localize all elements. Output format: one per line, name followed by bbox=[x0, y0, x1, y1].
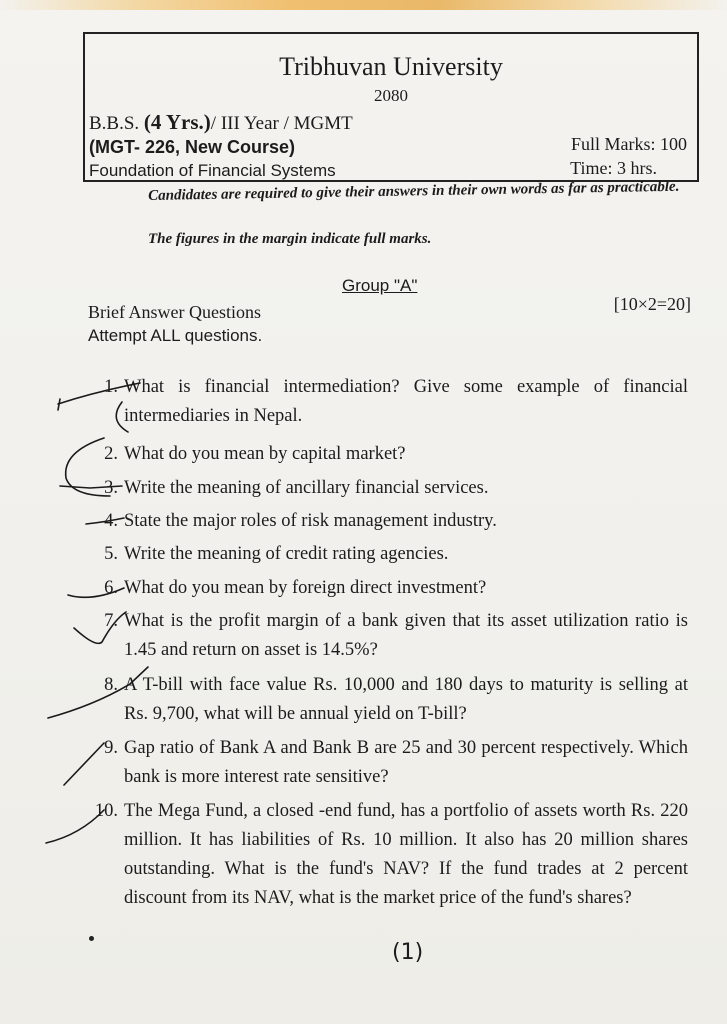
question-text: What do you mean by capital market? bbox=[124, 444, 406, 464]
section-marks: [10×2=20] bbox=[613, 294, 691, 314]
question-number: 2. bbox=[104, 444, 118, 464]
question-text: Write the meaning of ancillary financial services. bbox=[124, 478, 489, 498]
question-item bbox=[82, 474, 688, 503]
tick-mark bbox=[58, 399, 60, 410]
university-name: Tribhuvan University bbox=[279, 52, 503, 81]
exam-year: 2080 bbox=[374, 86, 408, 105]
page-number: (1) bbox=[392, 940, 424, 965]
question-text: Gap ratio of Bank A and Bank B are 25 and 30 percent respectively. Which bank is more interest rate sensitive? bbox=[124, 738, 688, 787]
subject-name: Foundation of Financial Systems bbox=[89, 161, 336, 180]
question-number: 5. bbox=[104, 544, 118, 564]
question-item bbox=[82, 797, 688, 913]
question-item bbox=[82, 607, 688, 665]
question-item bbox=[82, 373, 688, 431]
ink-dot bbox=[89, 936, 94, 941]
program-suffix: / III Year / MGMT bbox=[210, 113, 353, 134]
question-item bbox=[82, 671, 688, 729]
program-line bbox=[89, 110, 353, 135]
group-title: Group "A" bbox=[342, 276, 418, 295]
question-text: State the major roles of risk management industry. bbox=[124, 511, 497, 531]
full-marks: Full Marks: 100 bbox=[570, 134, 687, 154]
program-prefix: B.B.S. bbox=[89, 113, 144, 134]
question-number: 1. bbox=[104, 377, 118, 397]
attempt-instruction: Attempt ALL questions. bbox=[88, 326, 263, 345]
question-text: Write the meaning of credit rating agencies. bbox=[124, 544, 449, 564]
question-number: 10. bbox=[94, 801, 118, 821]
course-code: (MGT- 226, New Course) bbox=[89, 137, 296, 157]
question-number: 7. bbox=[104, 611, 118, 631]
section-title: Brief Answer Questions bbox=[88, 302, 261, 322]
question-text: What is financial intermediation? Give some example of financial intermediaries in Nepal. bbox=[124, 377, 688, 426]
exam-time: Time: 3 hrs. bbox=[570, 158, 657, 178]
question-text: A T-bill with face value Rs. 10,000 and 180 days to maturity is selling at Rs. 9,700, what will be annual yield on T-bill? bbox=[124, 675, 688, 724]
question-text: The Mega Fund, a closed -end fund, has a portfolio of assets worth Rs. 220 million. It has liabilities of Rs. 10 million. It also has 20 million shares outstanding. What is the fund's NAV? If the fund trades at 2 percent discount from its NAV, what is the market price of the fund's shares? bbox=[124, 801, 688, 908]
question-text: What is the profit margin of a bank given that its asset utilization ratio is 1.45 and return on asset is 14.5%? bbox=[124, 611, 688, 660]
question-item bbox=[82, 540, 688, 569]
instruction-margin-marks: The figures in the margin indicate full marks. bbox=[148, 231, 432, 247]
question-number: 8. bbox=[104, 675, 118, 695]
question-item bbox=[82, 440, 688, 469]
question-number: 4. bbox=[104, 511, 118, 531]
question-number: 6. bbox=[104, 578, 118, 598]
question-item bbox=[82, 734, 688, 792]
question-number: 3. bbox=[104, 478, 118, 498]
header-box bbox=[83, 32, 699, 182]
question-item bbox=[82, 574, 688, 603]
instruction-own-words: Candidates are required to give their answers in their own words as far as practicable. bbox=[148, 178, 680, 204]
question-number: 9. bbox=[104, 738, 118, 758]
program-duration: (4 Yrs.) bbox=[143, 110, 211, 134]
question-text: What do you mean by foreign direct investment? bbox=[124, 578, 487, 598]
question-item bbox=[82, 507, 688, 536]
torn-top-edge bbox=[0, 0, 727, 10]
